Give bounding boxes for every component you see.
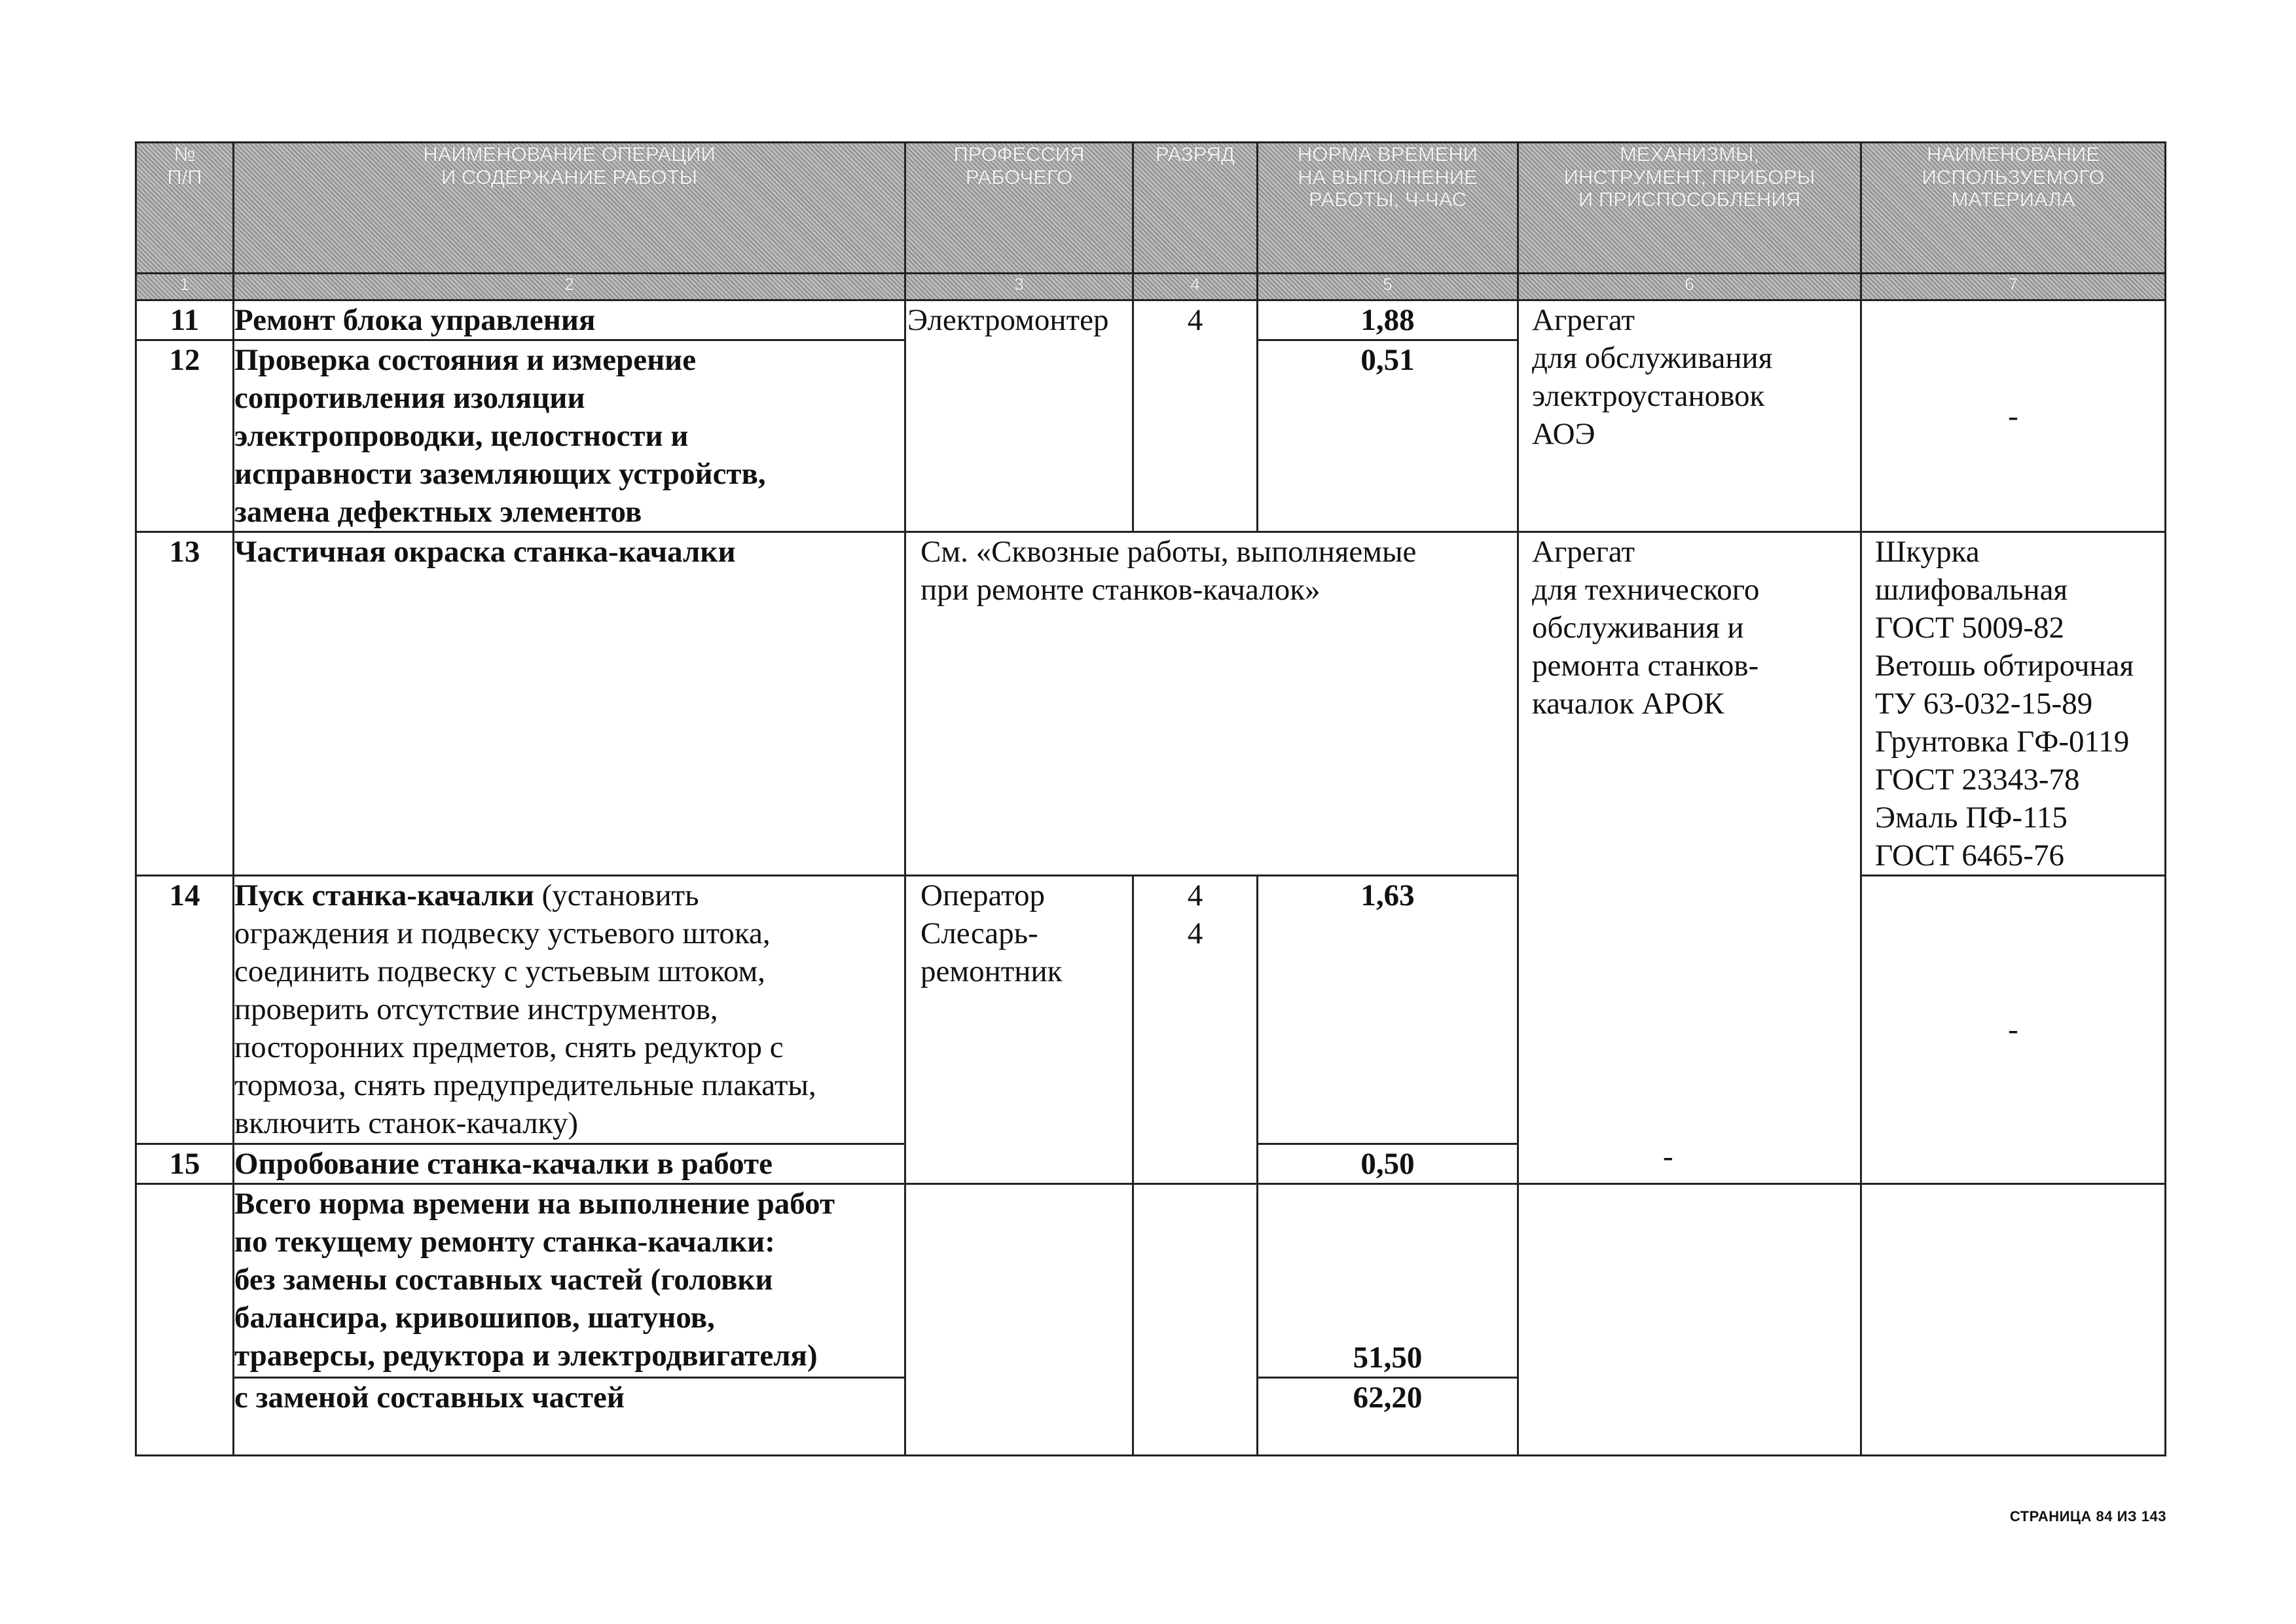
total-norm-with-replacement: 62,20 <box>1258 1378 1518 1456</box>
material-empty <box>1861 1184 2166 1456</box>
header-operation: НАИМЕНОВАНИЕ ОПЕРАЦИИ И СОДЕРЖАНИЕ РАБОТЫ <box>234 143 905 274</box>
operation-name-bold: Пуск станка-качалки <box>234 878 534 912</box>
work-norms-table <box>135 141 2166 1456</box>
row-number: 11 <box>136 300 234 340</box>
profession-empty <box>905 1184 1133 1456</box>
column-number-row <box>136 274 2166 300</box>
operation-name: Частичная окраска станка-качалки <box>234 532 905 876</box>
total-title-with-replacement: с заменой составных частей <box>234 1378 905 1456</box>
row-number-empty <box>136 1184 234 1456</box>
table-row-total <box>136 1184 2166 1378</box>
header-mechanisms: МЕХАНИЗМЫ, ИНСТРУМЕНТ, ПРИБОРЫ И ПРИСПОСОБЛЕНИЯ <box>1518 143 1861 274</box>
column-number: 4 <box>1133 274 1258 300</box>
column-number: 3 <box>905 274 1133 300</box>
table-row <box>136 876 2166 1144</box>
table-row <box>136 300 2166 340</box>
mechanisms: Агрегат для обслуживания электроустановок АОЭ <box>1518 300 1861 532</box>
column-number: 2 <box>234 274 905 300</box>
row-number: 13 <box>136 532 234 876</box>
operation-name <box>234 876 905 1144</box>
mechanisms-empty <box>1518 1184 1861 1456</box>
mechanisms: Агрегат для технического обслуживания и ремонта станков- качалок АРОК <box>1518 532 1861 1184</box>
column-number: 5 <box>1258 274 1518 300</box>
row-number: 14 <box>136 876 234 1144</box>
operation-name: Опробование станка-качалки в работе <box>234 1144 905 1184</box>
total-title: Всего норма времени на выполнение работ по текущему ремонту станка-качалки: без замены составных частей (головки балансира, кривошипов, шатунов, траверсы, редуктора и электродвигателя) <box>234 1184 905 1378</box>
row15-mechanisms: - <box>1663 1140 1673 1174</box>
operation-name-details: (установить ограждения и подвеску устьевого штока, соединить подвеску с устьевым штоком, проверить отсутствие инструментов, посторонних предметов, снять редуктор с тормоза, снять предупредительные плакаты, включить станок-качалку) <box>234 878 816 1140</box>
material: - <box>1861 876 2166 1184</box>
profession: Оператор Слесарь- ремонтник <box>905 876 1133 1184</box>
table-row <box>136 532 2166 876</box>
header-grade: РАЗРЯД <box>1133 143 1258 274</box>
material: Шкурка шлифовальная ГОСТ 5009-82 Ветошь обтирочная ТУ 63-032-15-89 Грунтовка ГФ-0119 ГОСТ 23343-78 Эмаль ПФ-115 ГОСТ 6465-76 <box>1861 532 2166 876</box>
grade: 4 4 <box>1133 876 1258 1184</box>
column-number: 6 <box>1518 274 1861 300</box>
time-norm: 1,88 <box>1258 300 1518 340</box>
row-number: 15 <box>136 1144 234 1184</box>
column-number: 1 <box>136 274 234 300</box>
grade-empty <box>1133 1184 1258 1456</box>
operation-name: Ремонт блока управления <box>234 300 905 340</box>
material: - <box>1861 300 2166 532</box>
total-norm: 51,50 <box>1258 1184 1518 1378</box>
time-norm: 0,51 <box>1258 340 1518 532</box>
column-number: 7 <box>1861 274 2166 300</box>
header-time-norm: НОРМА ВРЕМЕНИ НА ВЫПОЛНЕНИЕ РАБОТЫ, Ч-ЧАС <box>1258 143 1518 274</box>
profession: Электромонтер <box>905 300 1133 532</box>
operation-name: Проверка состояния и измерение сопротивления изоляции электропроводки, целостности и исправности заземляющих устройств, замена дефектных элементов <box>234 340 905 532</box>
header-number: № П/П <box>136 143 234 274</box>
row-number: 12 <box>136 340 234 532</box>
header-material: НАИМЕНОВАНИЕ ИСПОЛЬЗУЕМОГО МАТЕРИАЛА <box>1861 143 2166 274</box>
grade: 4 <box>1133 300 1258 532</box>
time-norm: 1,63 <box>1258 876 1518 1144</box>
header-profession: ПРОФЕССИЯ РАБОЧЕГО <box>905 143 1133 274</box>
header-row <box>136 143 2166 274</box>
time-norm: 0,50 <box>1258 1144 1518 1184</box>
page-number: СТРАНИЦА 84 ИЗ 143 <box>2009 1508 2166 1525</box>
see-also-reference: См. «Сквозные работы, выполняемые при ремонте станков-качалок» <box>905 532 1518 876</box>
